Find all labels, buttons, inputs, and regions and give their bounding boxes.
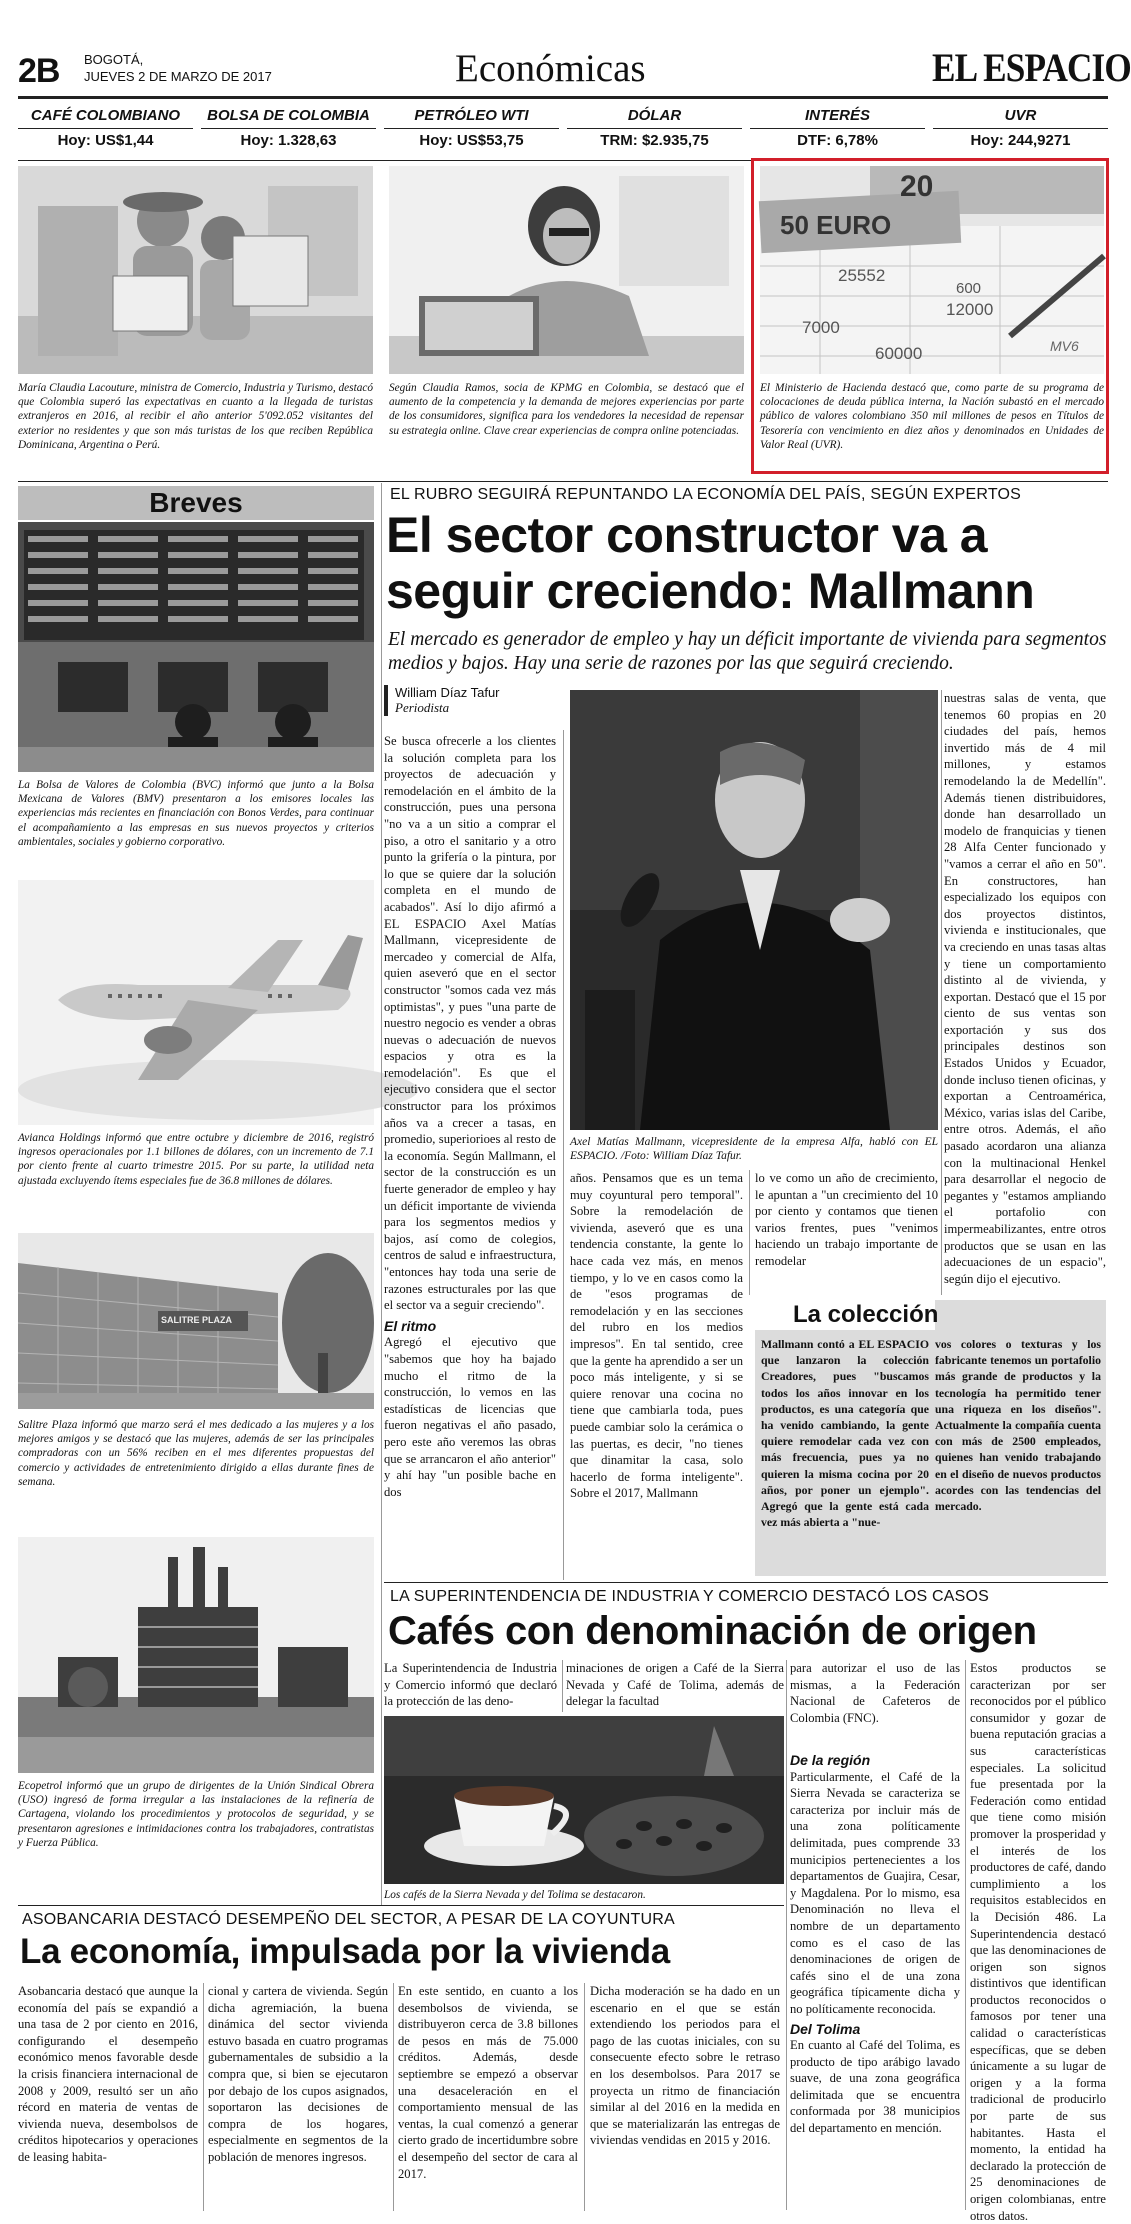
mallmann-photo <box>570 690 938 1130</box>
ticker-value: Hoy: 244,9271 <box>970 132 1071 149</box>
main-col1-text: Se busca ofrecerle a los clientes la solución completa para los proyectos de adecuación y remodelación en el ámbito de la construcción, pues una persona "no va a un sitio a comprar el piso, a otro el sanitario y a otro punto la grifería o la pintura, por lo que se quiere dar la solución completa en el mundo de acabados". Así lo dijo afirmó a EL ESPACIO Axel Matías Mallmann, vicepresidente de mercadeo y comercial de Alfa, quien aseveró que en el sector constructor "somos cada vez más optimistas", y pues "una parte de nuestro negocio es vender a obras nuevas o adecuación de nuevos espacios y otra es la remodelación". Es que el ejecutivo considera que el sector constructor para los próximos años va a crecer a tasas, en promedio, superiorioes al resto de la economía. Según Mallmann, el sector de la construcción es un fuerte generador de empleo y hay un déficit importante de vivienda para los segmentos medios y bajos, así como de colegios, centros de salud e infraestructura, "entonces hay toda una serie de razones estructurales por las que el sector va a seguir creciendo". <box>384 734 556 1313</box>
ticker-value: DTF: 6,78% <box>797 132 878 149</box>
refinery-photo <box>18 1537 374 1773</box>
stock-exchange-photo <box>18 522 374 772</box>
subhead-tolima: Del Tolima <box>790 2020 861 2037</box>
cafes-col3b-text: Particularmente, el Café de la Sierra Nevada se caracteriza se caracteriza por incluir más de una zona políticamente delimitada, pues comprende 33 municipios pertenecientes a los departamentos de Guajira, Cesar, y Magdalena. Por lo mismo, esa Denominación no lleva el nombre de un departamento como es el caso de las denominaciones de origen de cafés sino el de una zona geográfica típicamente dicha y no políticamente reconocida. <box>790 1769 960 2016</box>
subhead-ritmo: El ritmo <box>384 1317 437 1334</box>
watermark-logo: MV6 <box>1050 338 1079 354</box>
airplane-photo <box>18 880 374 1125</box>
ticker-label: PETRÓLEO WTI <box>384 104 559 129</box>
main-headline-line1: El sector constructor va a <box>386 507 988 563</box>
breves-header <box>18 486 374 520</box>
note-50-text: 50 EURO <box>780 210 892 240</box>
subhead-region: De la región <box>790 1752 871 1768</box>
breves-title: Breves <box>149 487 243 518</box>
hacienda-caption: El Ministerio de Hacienda destacó que, como parte de su programa de colocaciones de deuda pública interna, la Nación subastó en el mercado público de valores colombiano 350 mil millones de pesos en Títulos de Tesorería con vencimiento en diez años y denominados en Unidades de Valor Real (UVR). <box>760 382 1104 451</box>
section-title: Económicas <box>455 47 646 90</box>
coleccion-box <box>755 1300 1106 1576</box>
ledger-number: 25552 <box>838 266 886 285</box>
main-col1b-text: Agregó el ejecutivo que "sabemos que hoy ha bajado mucho el ritmo de la construcción, lo vemos en las estadísticas de licencias que fueron negativas el año pasado, pero este año veremos las obras que se arrancaron el año anterior" y ahí hay "un posible bache en dos <box>384 1335 556 1499</box>
ecopetrol-caption: Ecopetrol informó que un grupo de dirigentes de la Unión Sindical Obrera (USO) ingresó de forma irregular a las instalaciones de la refinería de Cartagena, violando los procedimientos y protocolos de seguridad, y se presentaron agresiones e intimidaciones contra los trabajadores, contratistas y Fuerza Pública. <box>18 1780 374 1849</box>
ticker-label: UVR <box>933 104 1108 129</box>
main-headline-line2: seguir creciendo: Mallmann <box>386 563 1035 619</box>
ticker-value: Hoy: 1.328,63 <box>240 132 337 149</box>
market-ticker <box>18 104 1108 160</box>
asobancaria-col1: Asobancaria destacó que aunque la economía del país se expandió a una tasa de 2 por ciento en 2016, configurando el desempeño económico menos favorable desde la crisis financiera internacional de 2008 y 2009, resultó ser un año récord en materia de ventas de vivienda nueva, desembolsos de créditos hipotecarios y operaciones de leasing habita- <box>18 1984 198 2164</box>
ledger-number: 12000 <box>946 300 994 319</box>
cafes-col3c-text: En cuanto al Café del Tolima, es producto de tipo arábigo lavado suave, de una zona geográfica delimitada que se encuentra conformada por 38 municipios del departamento en mención. <box>790 2038 960 2136</box>
mall-sign: SALITRE PLAZA <box>161 1315 232 1325</box>
kpmg-caption: Según Claudia Ramos, socia de KPMG en Colombia, se destacó que el aumento de la competencia y la demanda de mejores experiencias por parte de los consumidores, significa para los vendedores la necesidad de repensar su estrategia online. Clave crear experiencias de compra online potenciadas. <box>389 382 744 437</box>
ticker-label: BOLSA DE COLOMBIA <box>201 104 376 129</box>
mallmann-photo-caption: Axel Matías Mallmann, vicepresidente de la empresa Alfa, habló con EL ESPACIO. /Foto: William Díaz Tafur. <box>570 1136 938 1163</box>
ticker-label: INTERÉS <box>750 104 925 129</box>
cafes-kicker: LA SUPERINTENDENCIA DE INDUSTRIA Y COMERCIO DESTACÓ LOS CASOS <box>390 1588 989 1605</box>
highlight-box <box>751 158 1109 474</box>
coffee-photo <box>384 1716 784 1884</box>
coleccion-title: La colección <box>793 1301 939 1328</box>
dateline-city: BOGOTÁ, <box>84 52 144 67</box>
asobancaria-col4: Dicha moderación se ha dado en un escenario en el que se están extendiendo los periodos para el pago de las cuotas iniciales, con su consecuente efecto sobre le retraso en los desembolsos. Para 2017 se proyecta un ritmo de financiación similar al del 2016 en la medida en que se materializarán las entregas de viviendas vendidas en 2015 y 2016. <box>590 1984 780 2148</box>
coleccion-right: vos colores o texturas y los fabricante tenemos un portafolio más grande de productos y la tecnología ha permitido tener una riqueza en los diseños". Actualmente la compañía cuenta con más de 2500 empleados, quienes han venido trabajando en el diseño de nuevos productos acordes con las tendencias del mercado. <box>935 1337 1101 1514</box>
salitre-caption: Salitre Plaza informó que marzo será el mes dedicado a las mujeres y a los mejores amigos y se destacó que las mujeres, además de ser las principales compradoras con un 56% reciben en el mes diferentes propuestas del comercio y actividades de entretenimiento dirigido a ellas durante fines de semana. <box>18 1419 374 1488</box>
shopper-photo <box>389 166 744 374</box>
cafes-col1: La Superintendencia de Industria y Comercio informó que declaró la protección de las deno- <box>384 1661 557 1709</box>
coffee-photo-caption: Los cafés de la Sierra Nevada y del Tolima se destacaron. <box>384 1889 646 1901</box>
cafes-headline: Cafés con denominación de origen <box>388 1609 1037 1653</box>
author-name: William Díaz Tafur <box>395 685 500 700</box>
main-col2: años. Pensamos que es un tema muy coyuntural pero temporal". Sobre la remodelación de vivienda, aseveró que es una tendencia constante, la gente lo hace cada vez más, en menos tiempo, y lo ve en casos como la de "esos programas de remodelación y en las secciones del rubro en los medios impresos". En tal sentido, cree que la gente ha aprendido a ser un poco más inteligente, y si se quiere renovar una cocina no tiene que cambiarla toda, pues puede cambiar solo la cerámica o las puertas, es decir, "no tienes que dinamitar la casa, solo hacerlo de forma inteligente". Sobre el 2017, Mallmann <box>570 1171 743 1501</box>
avianca-caption: Avianca Holdings informó que entre octubre y diciembre de 2016, registró ingresos operacionales por 1.1 billones de dólares, con un incremento de 7.1 por ciento frente al cuarto trimestre 2015. Por su parte, la utilidad neta ajustada excluyendo ítems especiales fue de 36.8 millones de dólares. <box>18 1132 374 1187</box>
ticker-label: CAFÉ COLOMBIANO <box>18 104 193 129</box>
cafes-col4: Estos productos se caracterizan por ser reconocidos por el público consumidor y gozar de buena reputación gracias a sus características especiales. La solicitud fue presentada por la Federación como entidad que tiene como misión promover la prosperidad y el interés de los productores de café, dando cumplimiento a los requisitos establecidos en la Decisión 486. La Superintendencia destacó que las denominaciones de origen son signos distintivos que identifican productos reconocidos o famosos por tener una calidad o características específicas, que se deben únicamente a su lugar de origen y a la forma tradicional de producirlo por parte de sus habitantes. Hasta el momento, la entidad ha declarado la protección de 25 denominaciones de origen colombianas, entre otros datos. <box>970 1661 1106 2223</box>
main-kicker: EL RUBRO SEGUIRÁ REPUNTANDO LA ECONOMÍA DEL PAÍS, SEGÚN EXPERTOS <box>390 486 1022 503</box>
dateline-date: JUEVES 2 DE MARZO DE 2017 <box>84 69 272 84</box>
main-col3: lo ve como un año de crecimiento, le apuntan a "un crecimiento del 10 por ciento y contamos que tienen varios frentes, pues "venimos haciendo un trabajo importante de remodelar <box>755 1171 938 1268</box>
ledger-number: 7000 <box>802 318 840 337</box>
ticker-label: DÓLAR <box>567 104 742 129</box>
asobancaria-headline: La economía, impulsada por la vivienda <box>20 1932 670 1971</box>
ticker-value: Hoy: US$53,75 <box>419 132 524 149</box>
main-col1 <box>384 733 556 1499</box>
ticker-value: TRM: $2.935,75 <box>600 132 709 149</box>
asobancaria-col3: En este sentido, en cuanto a los desembolsos de vivienda, se distribuyeron cerca de 3.8 billones de pesos en más de 75.000 créditos. Además, desde septiembre se empezó a observar una desaceleración en el comportamiento mensual de las ventas, la cual comenzó a generar cierto grado de incertidumbre sobre el desempeño del sector de cara al 2017. <box>398 1984 578 2181</box>
main-col4: nuestras salas de venta, que tenemos 60 propias en 20 ciudades del país, hemos invertido más de 4 mil millones, y estamos remodelando la de Medellín". Además tienen distribuidores, donde han desarrollado un modelo de franquicias y tienen 28 Alfa Center funcionado y "vamos a cerrar el año en 50". En constructores, han especializado los equipos con dos proyectos distintos, vivienda e institucionales, que va creciendo en unas tasas altas y tiene un comportamiento distinto al de vivienda, y exportan. Destacó que el 15 por ciento de sus ventas son exportación y sus dos principales destinos son Estados Unidos y Ecuador, donde incluso tienen oficinas, y exportan a Centroamérica, México, varias islas del Caribe, entre otros. Además, el año pasado acordaron una alianza con la multinacional Henkel para desarrollar el negocio de pegantes y "estamos ampliando el portafolio con impermeabilizantes, entre otros productos que se usan en las adecuaciones de un espacio", según dijo el ejecutivo. <box>944 691 1106 1286</box>
tourism-caption: María Claudia Lacouture, ministra de Comercio, Industria y Turismo, destacó que Colombia superó las expectativas en cuanto a la llegada de turistas extranjeros en 2016, al recibir el año anterior 5'092.052 visitantes del exterior no residentes y que son más turistas de los que reciben República Dominicana, Argentina o Perú. <box>18 382 374 451</box>
coleccion-left: Mallmann contó a EL ESPACIO que lanzaron la colección Creadores, pues "buscamos todos los años innovar en los productos, es una categoría que ha venido cambiando, la gente quiere remodelar cada vez con más frecuencia, pues ya no quieren la misma cocina por 20 años, por poner un ejemplo". Agregó que la gente está cada vez más abierta a "nue- <box>761 1337 929 1530</box>
byline <box>384 685 556 716</box>
page-number: 2B <box>18 52 60 90</box>
main-deck: El mercado es generador de empleo y hay un déficit importante de vivienda para segmentos medios y bajos. Hay una serie de razones por las que seguirá creciendo. <box>388 629 1107 674</box>
ticker-value: Hoy: US$1,44 <box>57 132 154 149</box>
tourists-photo <box>18 166 373 374</box>
ledger-number: 600 <box>956 280 982 297</box>
bvc-caption: La Bolsa de Valores de Colombia (BVC) informó que junto a la Bolsa Mexicana de Valores (BMV) presentaron a los emisores locales las experiencias más recientes en financiación con Bonos Verdes, para continuar el acompañamiento a las empresas en sus nuevos proyectos y criterios ambientales, sociales y gobierno corporativo. <box>18 779 374 848</box>
ledger-number: 60000 <box>875 344 923 363</box>
cafes-col3a-text: para autorizar el uso de las mismas, a la Federación Nacional de Cafeteros de Colombia (FNC). <box>790 1661 960 1725</box>
note-20-text: 20 <box>900 170 934 203</box>
asobancaria-col2: cional y cartera de vivienda. Según dicha agremiación, la buena dinámica del sector vivienda estuvo basada en cuatro programas gubernamentales de subsidio a la compra que, si bien se ejecutaron por debajo de los cupos asignados, soportaron las decisiones de compra de los hogares, especialmente en segmentos de la población de menores ingresos. <box>208 1984 388 2164</box>
cafes-col2: minaciones de origen a Café de la Sierra Nevada y Café de Tolima, además de delegar la facultad <box>566 1661 784 1709</box>
asobancaria-kicker: ASOBANCARIA DESTACÓ DESEMPEÑO DEL SECTOR, A PESAR DE LA COYUNTURA <box>22 1911 675 1928</box>
masthead-logo: EL ESPACIO <box>932 45 1131 90</box>
mall-photo <box>18 1233 374 1409</box>
cafes-col3-continued <box>790 1752 960 2212</box>
author-role: Periodista <box>395 700 450 715</box>
